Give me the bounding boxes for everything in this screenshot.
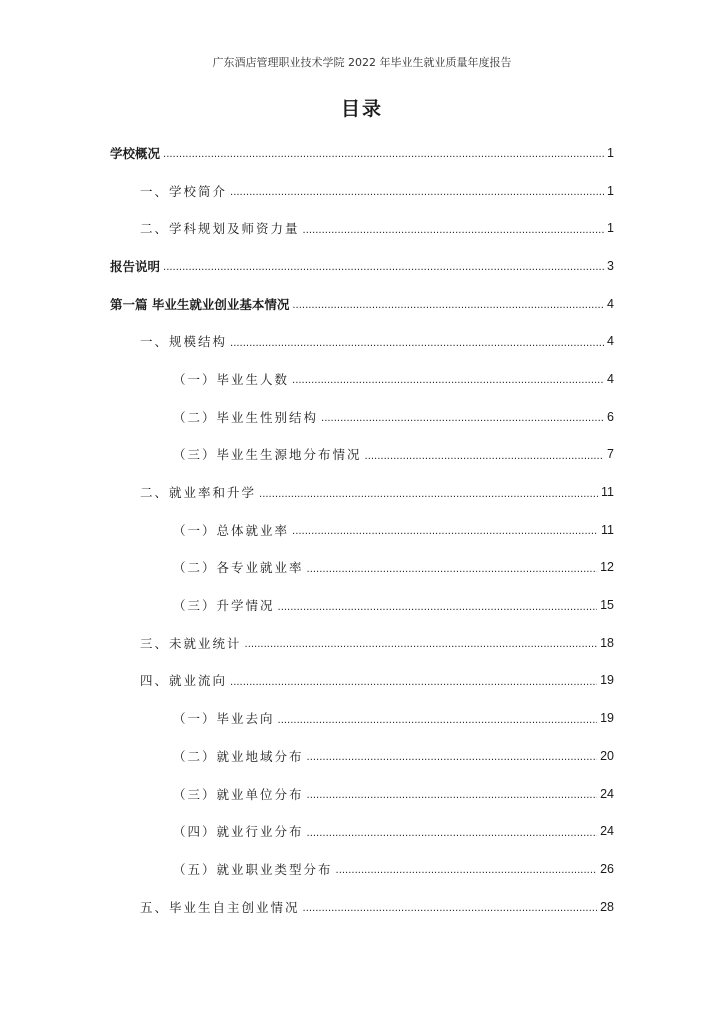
toc-entry[interactable] <box>110 737 614 775</box>
toc-entry[interactable] <box>110 172 614 210</box>
toc-entry[interactable] <box>110 247 614 285</box>
toc-page-number: 7 <box>607 447 614 462</box>
toc-entry[interactable] <box>110 812 614 850</box>
toc-dot-leader <box>321 413 604 424</box>
toc-dot-leader <box>292 526 598 537</box>
toc-entry-title: （一）毕业去向 <box>173 711 275 727</box>
toc-entry[interactable] <box>110 662 614 700</box>
toc-page-number: 18 <box>600 635 614 650</box>
toc-entry-title: （三）就业单位分布 <box>173 786 304 802</box>
toc-entry-title: 四、就业流向 <box>140 673 228 689</box>
toc-dot-leader <box>307 790 598 801</box>
toc-dot-leader <box>365 451 605 462</box>
toc-page-number: 1 <box>607 221 614 236</box>
toc-dot-leader <box>292 300 604 311</box>
toc-page-number: 1 <box>607 183 614 198</box>
toc-page-number: 4 <box>607 334 614 349</box>
toc-entry-title: 二、就业率和升学 <box>140 485 257 501</box>
toc-entry[interactable] <box>110 134 614 172</box>
toc-entry-title: （二）就业地域分布 <box>173 748 304 764</box>
toc-page-number: 24 <box>600 824 614 839</box>
toc-page-number: 11 <box>601 522 614 537</box>
toc-entry-title: 二、学科规划及师资力量 <box>140 221 300 237</box>
toc-page-number: 1 <box>607 145 614 160</box>
toc-page-number: 12 <box>600 560 614 575</box>
toc-dot-leader <box>303 225 605 236</box>
toc-entry[interactable] <box>110 285 614 323</box>
toc-dot-leader <box>307 752 598 763</box>
toc-dot-leader <box>307 828 598 839</box>
toc-dot-leader <box>163 149 604 160</box>
toc-dot-leader <box>245 639 598 650</box>
toc-page-number: 15 <box>600 598 614 613</box>
toc-entry[interactable] <box>110 398 614 436</box>
toc-dot-leader <box>292 375 604 386</box>
toc-dot-leader <box>163 262 604 273</box>
toc-dot-leader <box>259 489 598 500</box>
toc-entry-title: （三）毕业生生源地分布情况 <box>173 447 362 463</box>
toc-entry-title: （三）升学情况 <box>173 598 275 614</box>
toc-entry-title: 三、未就业统计 <box>140 635 242 651</box>
toc-entry[interactable] <box>110 473 614 511</box>
page-title: 目录 <box>340 98 383 120</box>
toc-page-number: 24 <box>600 786 614 801</box>
toc-entry[interactable] <box>110 699 614 737</box>
toc-dot-leader <box>230 677 597 688</box>
toc-entry[interactable] <box>110 209 614 247</box>
toc-entry-title: （一）总体就业率 <box>173 522 290 538</box>
toc-entry-title: 学校概况 <box>110 145 161 161</box>
toc-entry[interactable] <box>110 322 614 360</box>
toc-page-number: 4 <box>607 371 614 386</box>
toc-entry[interactable] <box>110 850 614 888</box>
toc-entry-title: （二）毕业生性别结构 <box>173 409 319 425</box>
toc-entry-title: 一、学校简介 <box>140 183 228 199</box>
toc-entry-title: 五、毕业生自主创业情况 <box>140 899 300 915</box>
toc-dot-leader <box>307 564 598 575</box>
toc-page-number: 11 <box>601 485 614 500</box>
toc-page-number: 3 <box>607 258 614 273</box>
toc-entry[interactable] <box>110 436 614 474</box>
toc-entry-title: （二）各专业就业率 <box>173 560 304 576</box>
toc-page-number: 19 <box>600 673 614 688</box>
toc-entry-title: 第一篇 毕业生就业创业基本情况 <box>110 296 290 312</box>
toc-page-number: 28 <box>600 899 614 914</box>
toc-entry[interactable] <box>110 511 614 549</box>
toc-page-number: 6 <box>607 409 614 424</box>
toc-page-number: 4 <box>607 296 614 311</box>
toc-dot-leader <box>230 338 604 349</box>
toc-page-number: 19 <box>600 711 614 726</box>
toc-entry[interactable] <box>110 586 614 624</box>
toc-dot-leader <box>278 602 598 613</box>
toc-dot-leader <box>303 903 598 914</box>
toc-entry-title: （四）就业行业分布 <box>173 824 304 840</box>
toc-entry-title: 报告说明 <box>110 258 161 274</box>
toc-dot-leader <box>230 187 604 198</box>
toc-entry-title: （一）毕业生人数 <box>173 371 290 387</box>
toc-entry[interactable] <box>110 360 614 398</box>
table-of-contents <box>110 134 614 925</box>
toc-page-number: 20 <box>600 748 614 763</box>
toc-entry[interactable] <box>110 624 614 662</box>
toc-dot-leader <box>278 715 598 726</box>
toc-entry-title: 一、规模结构 <box>140 334 228 350</box>
toc-entry[interactable] <box>110 549 614 587</box>
toc-page-number: 26 <box>600 861 614 876</box>
toc-entry-title: （五）就业职业类型分布 <box>173 861 333 877</box>
toc-dot-leader <box>336 865 598 876</box>
toc-entry[interactable] <box>110 775 614 813</box>
page-header: 广东酒店管理职业技术学院 2022 年毕业生就业质量年度报告 <box>212 56 512 69</box>
toc-entry[interactable] <box>110 888 614 926</box>
